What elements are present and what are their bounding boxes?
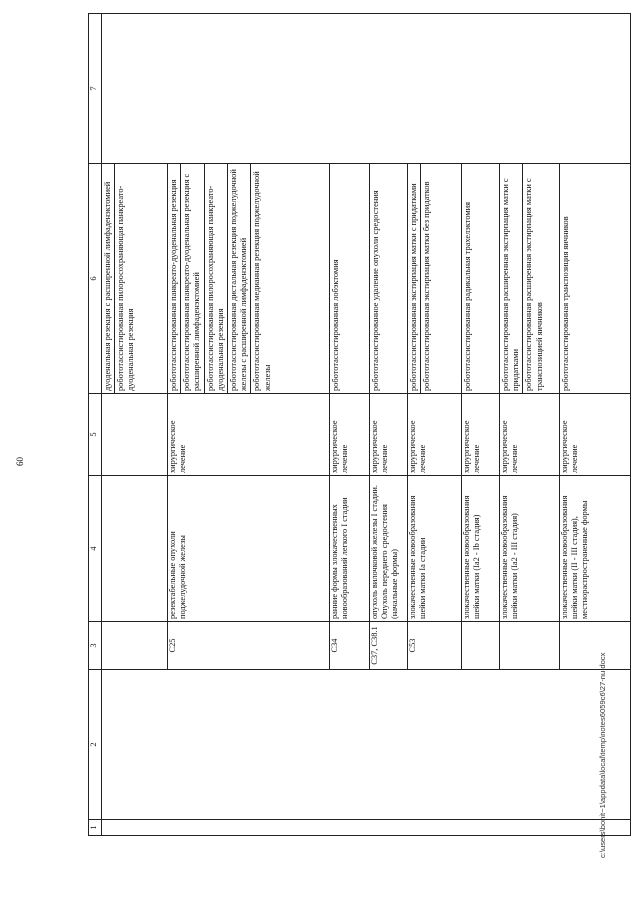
methods-cell: [168, 164, 330, 394]
diagnosis-cell: злокачественные новообразования шейки матки (II - III стадия), местнораспространенные формы: [560, 476, 631, 622]
methods-cell: [500, 164, 560, 394]
col7-cell: [102, 14, 631, 164]
method-item: робототассистированная дистальная резекция поджелудочной железы с расширенной лимфаденэктомией: [228, 164, 251, 393]
col1-cell: [102, 820, 631, 836]
methods-cell: [102, 164, 168, 394]
code-cell: C53: [408, 622, 462, 670]
methods-cell: [370, 164, 408, 394]
method-item: робототассистированная медианная резекция поджелудочной железы: [252, 171, 272, 391]
diagnosis-cell: злокачественные новообразования шейки матки (Ia2 - Ib стадия): [462, 476, 500, 622]
code-cell: [462, 622, 500, 670]
treatment-cell: хирургическое лечение: [330, 394, 370, 476]
method-item: дуоденальная резекция с расширенной лимфаденэктомией: [102, 164, 115, 393]
treatment-cell: хирургическое лечение: [408, 394, 462, 476]
header-cell: 5: [89, 394, 102, 476]
method-item: робототассистированная панкреато-дуоденальная резекция: [168, 164, 181, 393]
diagnosis-cell: [102, 476, 168, 622]
code-cell: [560, 622, 631, 670]
diagnosis-cell: ранние формы злокачественных новообразований легкого I стадии: [330, 476, 370, 622]
method-item: робототассистированная лобэктомия: [331, 259, 340, 391]
diagnosis-cell: злокачественные новообразования шейки матки (Ia2 - III стадия): [500, 476, 560, 622]
code-cell: C34: [330, 622, 370, 670]
method-item: робототассистированная экстирпация матки с придатками: [408, 164, 421, 393]
header-cell: 6: [89, 164, 102, 394]
treatment-cell: [102, 394, 168, 476]
table-header: [89, 14, 102, 836]
method-item: робототассистированная пилоросохраняющая панкреато-дуоденальная резекция: [205, 164, 228, 393]
header-cell: 7: [89, 14, 102, 164]
header-cell: 4: [89, 476, 102, 622]
diagnosis-cell: опухоль вилочковой железы I стадии. Опухоль переднего средостения (начальные формы): [370, 476, 408, 622]
code-cell: C25: [168, 622, 330, 670]
methods-cell: [330, 164, 370, 394]
diagnosis-cell: резектабельные опухоли поджелудочной железы: [168, 476, 330, 622]
treatment-cell: хирургическое лечение: [168, 394, 330, 476]
treatment-cell: хирургическое лечение: [560, 394, 631, 476]
method-item: робототассистированное удаление опухоли средостения: [371, 190, 380, 391]
method-item: робототассистированная расширенная экстирпация матки с придатками: [500, 164, 523, 393]
treatment-cell: хирургическое лечение: [462, 394, 500, 476]
methods-cell: [408, 164, 462, 394]
method-item: робототассистированная расширенная экстирпация матки с транспозицией яичников: [524, 178, 544, 391]
header-cell: 1: [89, 820, 102, 836]
col2-cell: [102, 670, 631, 820]
procedures-table: [88, 14, 631, 836]
code-cell: [102, 622, 168, 670]
methods-cell: [462, 164, 500, 394]
treatment-cell: хирургическое лечение: [500, 394, 560, 476]
method-item: робототассистированная панкреато-дуоденальная резекция с расширенной лимфаденэктомией: [181, 164, 204, 393]
method-item: робототассистированная пилоросохраняющая панкреато-дуоденальная резекция: [116, 185, 136, 391]
table-row: [102, 14, 168, 836]
code-cell: C37, C38.1: [370, 622, 408, 670]
method-item: робототассистированная транспозиция яичников: [561, 216, 570, 391]
file-path-text: c:\users\bonit~1\appdata\local\temp\notes6059c6\27-nu.docx: [598, 652, 607, 858]
diagnosis-cell: злокачественные новообразования шейки матки Ia стадии: [408, 476, 462, 622]
header-cell: 3: [89, 622, 102, 670]
header-cell: 2: [89, 670, 102, 820]
code-cell: [500, 622, 560, 670]
method-item: робототассистированная экстирпация матки без придатков: [422, 181, 432, 391]
file-path-footer: [598, 653, 608, 858]
methods-cell: [560, 164, 631, 394]
treatment-cell: хирургическое лечение: [370, 394, 408, 476]
method-item: робототассистированная радикальная трахелэктомия: [463, 202, 472, 391]
